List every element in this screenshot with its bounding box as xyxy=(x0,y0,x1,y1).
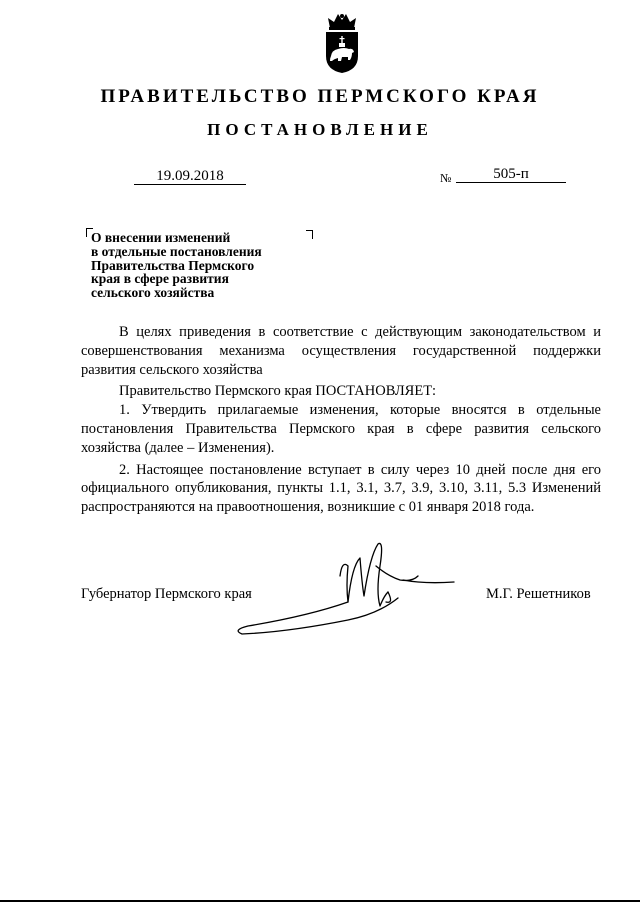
body-paragraph: Правительство Пермского края ПОСТАНОВЛЯЕТ: xyxy=(119,383,437,400)
document-body xyxy=(81,323,601,517)
document-number: 505-п xyxy=(456,166,566,183)
subject-line: Правительства Пермского xyxy=(91,257,255,273)
signatory-name: М.Г. Решетников xyxy=(486,586,591,602)
body-paragraph: В целях приведения в соответствие с действующим законодательством и совершенствования механизма осуществления государственной поддержки развития сельского хозяйства xyxy=(81,324,601,378)
subject-line: сельского хозяйства xyxy=(91,285,215,301)
subject-line: О внесении изменений xyxy=(91,230,231,245)
document-subject xyxy=(91,231,311,300)
document-date: 19.09.2018 xyxy=(134,168,246,185)
subject-line: в отдельные постановления xyxy=(91,243,262,259)
page-bottom-rule xyxy=(0,900,640,902)
coat-of-arms-icon xyxy=(322,12,362,74)
government-title: ПРАВИТЕЛЬСТВО ПЕРМСКОГО КРАЯ xyxy=(100,86,540,107)
subject-line: края в сфере развития xyxy=(91,271,229,287)
handwritten-signature xyxy=(228,536,468,640)
body-paragraph: 1. Утвердить прилагаемые изменения, которые вносятся в отдельные постановления Правительства Пермского края в сфере развития сельского хозяйства (далее – Изменения). xyxy=(81,402,601,456)
signatory-position: Губернатор Пермского края xyxy=(81,586,252,602)
document-type: ПОСТАНОВЛЕНИЕ xyxy=(207,120,433,139)
number-sign: № xyxy=(440,171,452,185)
body-paragraph: 2. Настоящее постановление вступает в силу через 10 дней после дня его официального опубликования, пункты 1.1, 3.1, 3.7, 3.9, 3.10, 3.11, 5.3 Изменений распространяются на правоотношения, возникшие с 01 января 2018 года. xyxy=(81,461,601,516)
